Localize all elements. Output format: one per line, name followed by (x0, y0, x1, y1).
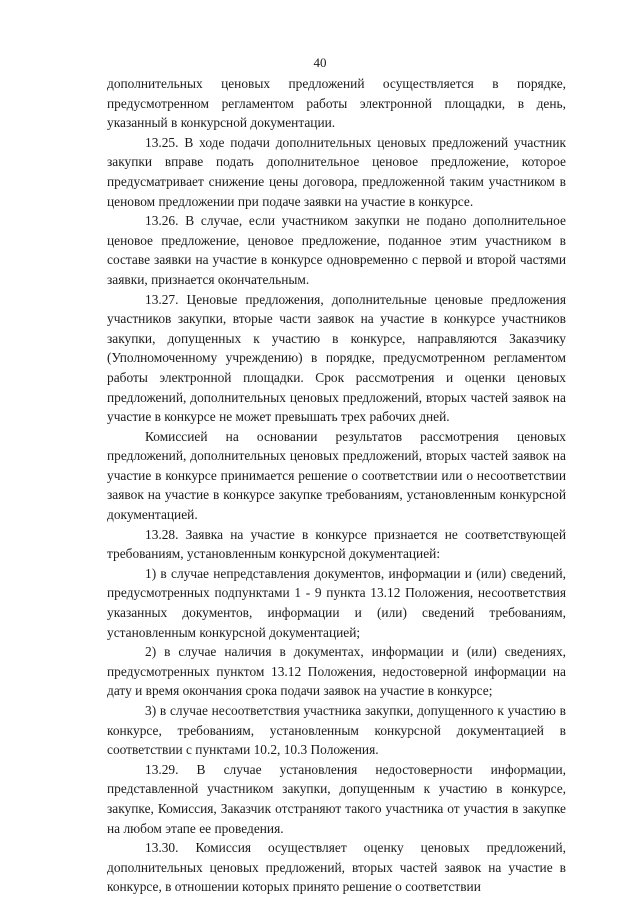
paragraph-13-28: 13.28. Заявка на участие в конкурсе признается не соответствующей требованиям, установленным конкурсной документацией: (107, 526, 566, 562)
paragraph-13-30: 13.30. Комиссия осуществляет оценку ценовых предложений, дополнительных ценовых предложений, вторых частей заявок на участие в конкурсе, в отношении которых принято решение о соответствии (107, 840, 566, 895)
paragraph-13-27: 13.27. Ценовые предложения, дополнительные ценовые предложения участников закупки, вторые части заявок на участие в конкурсе участников закупки, допущенных к участию в конкурсе, направляются Заказчику (Уполномоченному учреждению) в порядке, предусмотренном регламентом работы электронной площадки. Срок рассмотрения и оценки ценовых предложений, дополнительных ценовых предложений, вторых частей заявок на участие в конкурсе не может превышать трех рабочих дней. (107, 291, 566, 425)
paragraph-commission-decision: Комиссией на основании результатов рассмотрения ценовых предложений, дополнительных ценовых предложений, вторых частей заявок на участие в конкурсе принимается решение о соответствии или о несоответствии заявок на участие в конкурсе закупке требованиям, установленным конкурсной документацией. (107, 428, 566, 523)
page-number: 40 (313, 55, 327, 70)
paragraph-13-29: 13.29. В случае установления недостоверности информации, представленной участником закупки, допущенным к участию в конкурсе, закупке, Комиссия, Заказчик отстраняют такого участника от участия в закупке на любом этапе ее проведения. (107, 761, 566, 836)
paragraph-13-26: 13.26. В случае, если участником закупки не подано дополнительное ценовое предложение, ценовое предложение, поданное этим участником в составе заявки на участие в конкурсе одновременно с первой и второй частями заявки, признается окончательным. (107, 213, 566, 287)
paragraph-continuation: дополнительных ценовых предложений осуществляется в порядке, предусмотренном регламентом работы электронной площадки, в день, указанный в конкурсной документации. (107, 76, 566, 131)
list-item-2: 2) в случае наличия в документах, информации и (или) сведениях, предусмотренных пунктом 13.12 Положения, недостоверной информации на дату и время окончания срока подачи заявок на участие в конкурсе; (107, 644, 566, 699)
document-body (107, 74, 566, 897)
paragraph-13-25: 13.25. В ходе подачи дополнительных ценовых предложений участник закупки вправе подать дополнительное ценовое предложение, которое предусматривает снижение цены договора, предложенной таким участником в ценовом предложении при подаче заявки на участие в конкурсе. (107, 134, 566, 209)
list-item-1: 1) в случае непредставления документов, информации и (или) сведений, предусмотренных подпунктами 1 - 9 пункта 13.12 Положения, несоответствия указанных документов, информации и (или) сведений требованиям, установленным конкурсной документацией; (107, 565, 566, 640)
list-item-3: 3) в случае несоответствия участника закупки, допущенного к участию в конкурсе, требованиям, установленным конкурсной документацией в соответствии с пунктами 10.2, 10.3 Положения. (107, 703, 566, 758)
